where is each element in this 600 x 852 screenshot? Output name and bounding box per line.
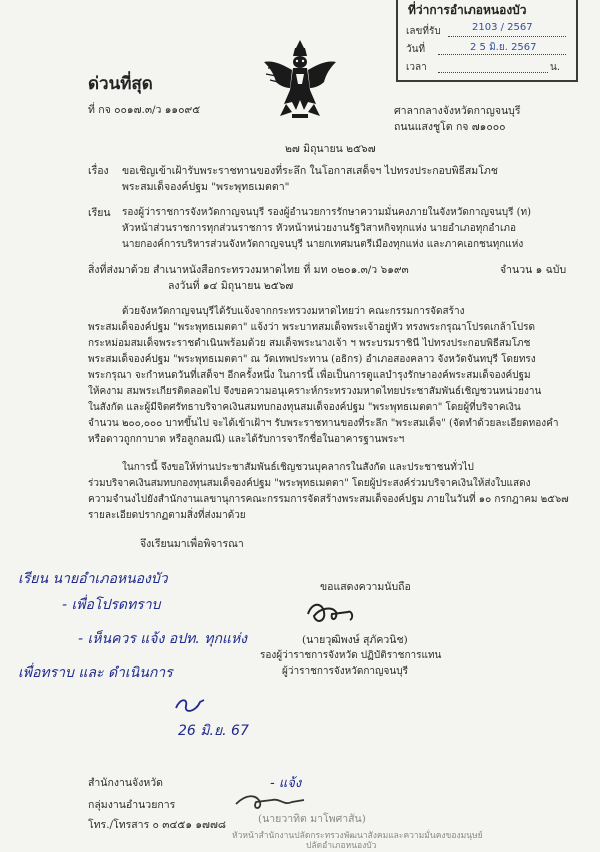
body-p1-line-5: พระกรุณา จะกำหนดวันที่เสด็จฯ อีกครั้งหนึ่ง ในการนี้ เพื่อเป็นการดูแลบำรุงรักษาองค์พระสมเด็จองค์ปฐม [88,370,531,381]
subject-line-1: ขอเชิญเข้าเฝ้ารับพระราชทานของที่ระลึก ในโอกาสเสด็จฯ ไปทรงประกอบพิธีสมโภช [122,165,498,177]
subject-label: เรื่อง [88,165,109,177]
stamp-title: ที่ว่าการอำเภอหนองบัว [408,3,527,17]
body-p1-line-9: หรือดาวถูกกาบาต หรือลูกลมณี) และได้รับการจารึกชื่อในอาคารฐานพระฯ [88,434,405,445]
handwritten-line-4: เพื่อทราบ และ ดำเนินการ [18,665,173,681]
stamp-date-label: วันที่ [406,44,426,55]
recipient-line-2: หัวหน้าส่วนราชการทุกส่วนราชการ หัวหน้าหน่วยงานรัฐวิสาหกิจทุกแห่ง นายอำเภอทุกอำเภอ [122,223,517,234]
body-p1-line-4: พระสมเด็จองค์ปฐม "พระพุทธเมตตา" ณ วัดเทพประทาน (อธิกร) อำเภอสองคลาว จังหวัดจันทบุรี โดยทรง [88,354,536,365]
handwritten-margin-note: - แจ้ง [270,776,302,791]
body-p2-line-1: ในการนี้ จึงขอให้ท่านประชาสัมพันธ์เชิญชวนบุคลากรในสังกัด และประชาชนทั่วไป [122,462,474,473]
attachment-line-1: สิ่งที่ส่งมาด้วย สำเนาหนังสือกระทรวงมหาดไทย ที่ มท ๐๒๐๑.๓/ว ๖๑๙๓ [88,264,409,276]
stamp-time-value: น. [550,62,561,73]
signature-icon [302,598,372,628]
body-p1-line-2: พระสมเด็จองค์ปฐม "พระพุทธเมตตา" แจ้งว่า พระบาทสมเด็จพระเจ้าอยู่หัว ทรงพระกรุณาโปรดเกล้าโปรด [88,322,535,333]
stamp-receipt-label: เลขที่รับ [406,26,441,37]
footer-phone: โทร./โทรสาร ๐ ๓๔๕๑ ๑๗๗๘ [88,819,226,831]
body-p1-line-1: ด้วยจังหวัดกาญจนบุรีได้รับแจ้งจากกระทรวงมหาดไทยว่า คณะกรรมการจัดสร้าง [122,306,465,317]
footer-stamp-name: (นายวาทิต มาโพศาสัน) [258,813,366,825]
body-p2-line-3: ความจำนงไปยังสำนักงานเลขานุการคณะกรรมการจัดสร้างพระสมเด็จองค์ปฐม ภายในวันที่ ๑๐ กรกฎาคม ๒๕๖๗ [88,494,569,505]
regards: ขอแสดงความนับถือ [320,581,411,593]
attachment-line-2: ลงวันที่ ๑๔ มิถุนายน ๒๕๖๗ [168,280,294,292]
signer-position-2: ผู้ว่าราชการจังหวัดกาญจนบุรี [282,666,408,677]
footer-stamp-line-1: หัวหน้าสำนักงานปลัดกระทรวงพัฒนาสังคมและความมั่นคงของมนุษย์ [232,831,483,841]
garuda-emblem-icon [262,38,338,122]
body-p1-line-3: กระหม่อมสมเด็จพระราชดำเนินพร้อมด้วย สมเด็จพระนางเจ้า ฯ พระบรมราชินี ไปทรงประกอบพิธีสมโภช [88,338,531,349]
stamp-time-label: เวลา [406,62,427,73]
body-p1-line-7: ในสังกัด และผู้มีจิตศรัทธาบริจาคเงินสมทบกองทุนสมเด็จองค์ปฐม "พระพุทธเมตตา" โดยผู้ที่บริจาคเงิน [88,402,521,413]
recipient-label: เรียน [88,207,111,219]
signer-name: (นายวุฒิพงษ์ สุภัควนิช) [302,634,408,646]
footer-signature-icon [232,790,312,814]
closing-request: จึงเรียนมาเพื่อพิจารณา [140,538,244,550]
handwritten-date: 26 มิ.ย. 67 [178,723,249,739]
receipt-stamp [396,0,578,82]
doc-number: ที่ กจ ๐๐๑๗.๓/ว ๑๑๐๙๕ [88,104,201,116]
body-p2-line-4: รายละเอียดปรากฏตามสิ่งที่ส่งมาด้วย [88,510,246,521]
office-line-1: ศาลากลางจังหวัดกาญจนบุรี [394,105,521,117]
document-date: ๒๗ มิถุนายน ๒๕๖๗ [285,143,376,155]
subject-line-2: พระสมเด็จองค์ปฐม "พระพุทธเมตตา" [122,181,290,193]
body-p1-line-8: จำนวน ๒๐๐,๐๐๐ บาทขึ้นไป จะได้เข้าเฝ้าฯ รับพระราชทานของที่ระลึก "พระสมเด็จ" (จัดทำด้วยละเอียดทองคำ [88,418,559,429]
footer-division: กลุ่มงานอำนวยการ [88,799,176,811]
body-p2-line-2: ร่วมบริจาคเงินสมทบกองทุนสมเด็จองค์ปฐม "พระพุทธเมตตา" โดยผู้ประสงค์ร่วมบริจาคเงินให้ส่งใบแสดง [88,478,531,489]
office-line-2: ถนนแสงชูโต กจ ๗๑๐๐๐ [394,121,506,133]
body-p1-line-6: ให้คงาม สมพระเกียรติตลอดไป จึงขอความอนุเคราะห์กระทรวงมหาดไทยประชาสัมพันธ์เชิญชวนหน่วยงาน [88,386,542,397]
handwritten-line-3: - เห็นควร แจ้ง อปท. ทุกแห่ง [78,631,248,647]
attachment-count: จำนวน ๑ ฉบับ [500,264,567,276]
handwritten-initials-icon [170,690,210,720]
recipient-line-1: รองผู้ว่าราชการจังหวัดกาญจนบุรี รองผู้อำนวยการรักษาความมั่นคงภายในจังหวัดกาญจนบุรี (ท) [122,207,532,218]
footer-stamp-line-2: ปลัดอำเภอหนองบัว [306,841,377,851]
urgency-label: ด่วนที่สุด [88,74,153,94]
handwritten-line-2: - เพื่อโปรดทราบ [62,597,161,613]
stamp-receipt-value: 2103 / 2567 [472,22,533,33]
stamp-date-value: 2 5 มิ.ย. 2567 [470,42,537,53]
recipient-line-3: นายกองค์การบริหารส่วนจังหวัดกาญจนบุรี นายกเทศมนตรีเมืองทุกแห่ง และภาคเอกชนทุกแห่ง [122,239,524,250]
footer-office: สำนักงานจังหวัด [88,777,163,789]
signer-position-1: รองผู้ว่าราชการจังหวัด ปฏิบัติราชการแทน [260,650,442,661]
handwritten-line-1: เรียน นายอำเภอหนองบัว [18,571,168,587]
